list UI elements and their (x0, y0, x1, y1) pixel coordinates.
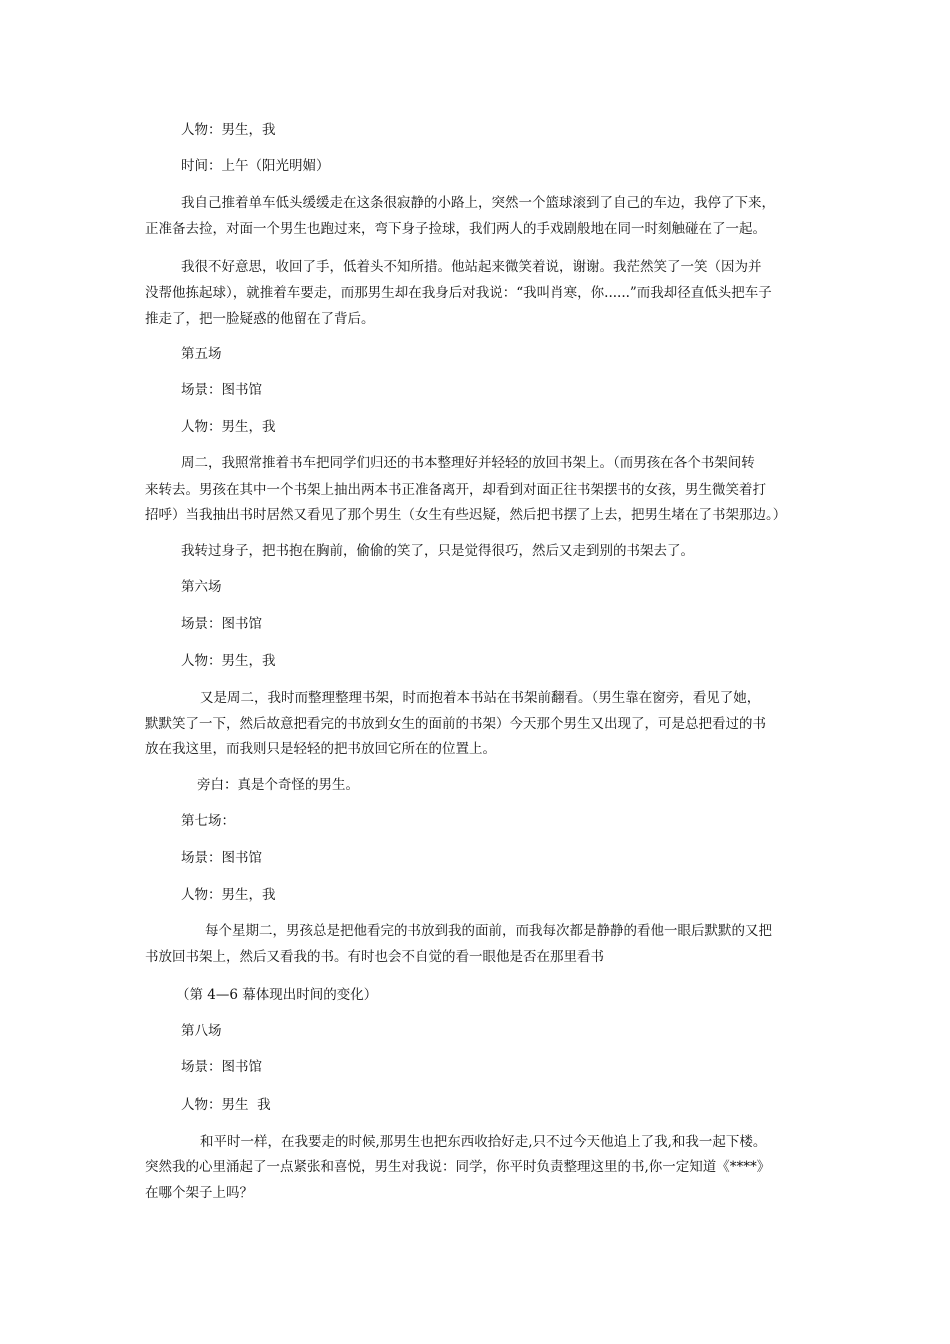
paragraph-line: 来转去。男孩在其中一个书架上抽出两本书正准备离开，却看到对面正往书架摆书的女孩，男生微笑着打 (145, 482, 766, 498)
paragraph-line: 没帮他拣起球），就推着车要走，而那男生却在我身后对我说：“我叫肖寒，你......”而我却径直低头把车子 (145, 285, 772, 301)
character-line: 人物：男生，我 (181, 887, 276, 903)
time-line: 时间：上午（阳光明媚） (181, 158, 330, 174)
scene-setting: 场景：图书馆 (181, 616, 262, 632)
paragraph-line: 我很不好意思，收回了手，低着头不知所措。他站起来微笑着说，谢谢。我茫然笑了一笑（因为并 (181, 259, 762, 275)
paragraph-line: 默默笑了一下，然后故意把看完的书放到女生的面前的书架）今天那个男生又出现了，可是总把看过的书 (145, 716, 766, 732)
paragraph-line: 和平时一样，在我要走的时候,那男生也把东西收拾好走,只不过今天他追上了我,和我一起下楼。 (200, 1134, 767, 1150)
paragraph-line: 周二，我照常推着书车把同学们归还的书本整理好并轻轻的放回书架上。（而男孩在各个书架间转 (181, 455, 755, 471)
paragraph-line: 我自己推着单车低头缓缓走在这条很寂静的小路上，突然一个篮球滚到了自己的车边，我停了下来， (181, 195, 775, 211)
scene-heading: 第五场 (181, 346, 222, 362)
paragraph-line: 每个星期二，男孩总是把他看完的书放到我的面前，而我每次都是静静的看他一眼后默默的又把 (205, 923, 772, 939)
paragraph-line: 正准备去捡，对面一个男生也跑过来，弯下身子捡球，我们两人的手戏剧般地在同一时刻触碰在了一起。 (145, 221, 766, 237)
paragraph-line: 放在我这里，而我则只是轻轻的把书放回它所在的位置上。 (145, 741, 496, 757)
paragraph-line: 突然我的心里涌起了一点紧张和喜悦，男生对我说：同学，你平时负责整理这里的书,你一定知道《****》 (145, 1159, 771, 1175)
paragraph-line: 推走了，把一脸疑惑的他留在了背后。 (145, 311, 375, 327)
paragraph-line: 招呼）当我抽出书时居然又看见了那个男生（女生有些迟疑，然后把书摆了上去，把男生堵在了书架那边。） (145, 507, 787, 523)
paragraph-line: 我转过身子，把书抱在胸前，偷偷的笑了，只是觉得很巧，然后又走到别的书架去了。 (181, 543, 694, 559)
character-line: 人物：男生，我 (181, 122, 276, 138)
character-line: 人物：男生，我 (181, 653, 276, 669)
character-line: 人物：男生 我 (181, 1097, 271, 1113)
scene-heading: 第八场 (181, 1023, 222, 1039)
scene-setting: 场景：图书馆 (181, 1059, 262, 1075)
paragraph-line: 又是周二，我时而整理整理书架，时而抱着本书站在书架前翻看。（男生靠在窗旁，看见了她， (200, 690, 761, 706)
character-line: 人物：男生，我 (181, 419, 276, 435)
scene-setting: 场景：图书馆 (181, 382, 262, 398)
paragraph-line: 在哪个架子上吗？ (145, 1185, 253, 1201)
paragraph-line: 书放回书架上，然后又看我的书。有时也会不自觉的看一眼他是否在那里看书 (145, 949, 604, 965)
scene-setting: 场景：图书馆 (181, 850, 262, 866)
scene-heading: 第六场 (181, 579, 222, 595)
scene-heading: 第七场： (181, 813, 235, 829)
note-line: （第 4—6 幕体现出时间的变化） (176, 987, 378, 1003)
narration-line: 旁白：真是个奇怪的男生。 (197, 777, 359, 793)
